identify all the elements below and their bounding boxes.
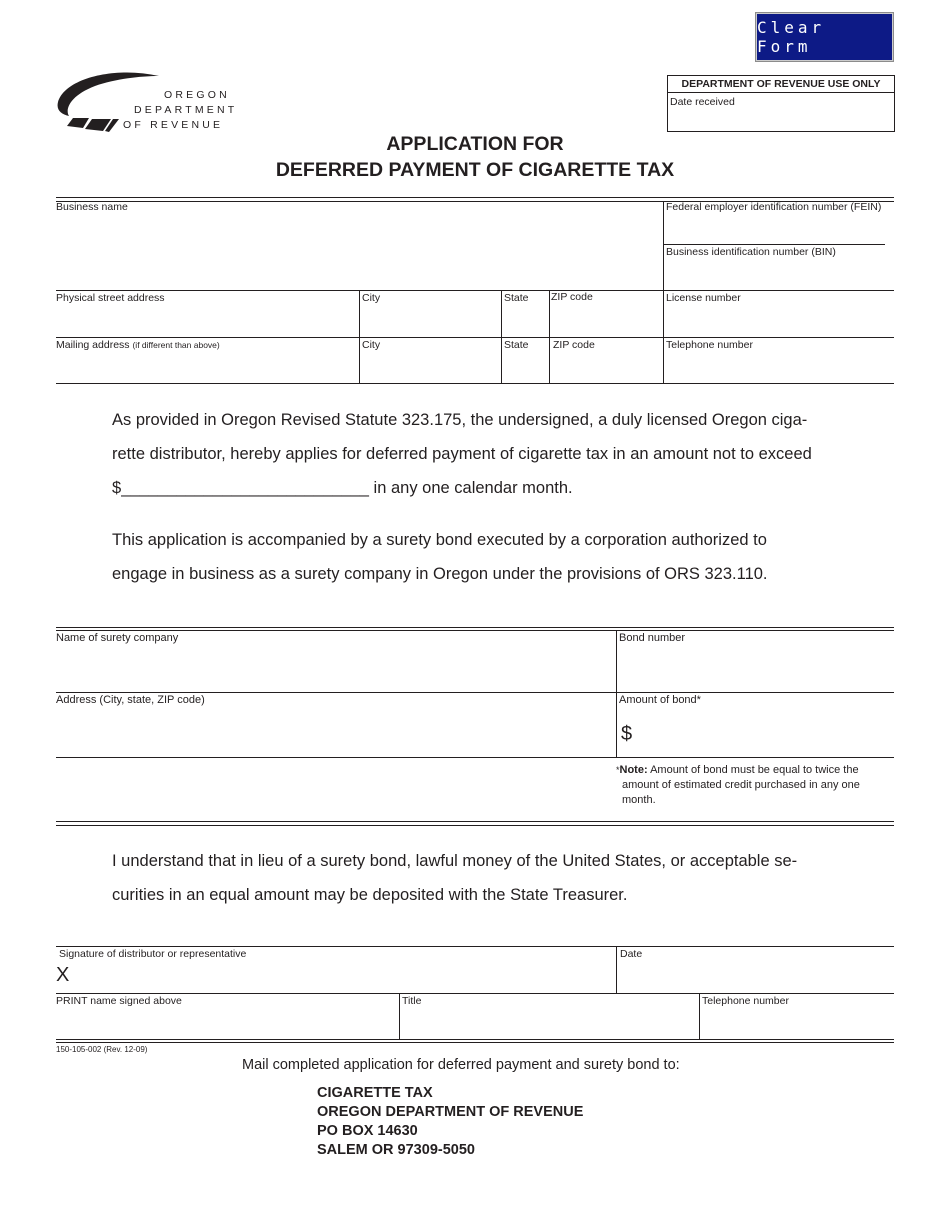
bond-note (616, 763, 896, 808)
fein-label: Federal employer identification number (FEIN) (666, 201, 882, 213)
note-line1: Amount of bond must be equal to twice the (647, 764, 859, 776)
bin-label: Business identification number (BIN) (666, 246, 836, 258)
license-number-input[interactable] (666, 307, 894, 337)
logo-text-oregon: OREGON (164, 89, 230, 101)
lieu-of-bond-paragraph (112, 844, 852, 912)
logo-text-department: DEPARTMENT (134, 104, 238, 116)
statute-line1: As provided in Oregon Revised Statute 323.175, the undersigned, a duly licensed Oregon ciga- (112, 411, 808, 429)
city-input-2[interactable] (362, 354, 502, 384)
dor-use-only-header: DEPARTMENT OF REVENUE USE ONLY (668, 76, 894, 93)
title-input[interactable] (402, 1010, 698, 1038)
dollar-sign: $ (112, 479, 122, 497)
statute-line3 (112, 471, 852, 505)
surety-company-label: Name of surety company (56, 632, 179, 644)
date-input[interactable] (620, 964, 892, 992)
bond-number-input[interactable] (619, 648, 893, 690)
date-received-input[interactable] (670, 106, 892, 128)
physical-address-input[interactable] (56, 307, 360, 337)
bond-number-label: Bond number (619, 632, 686, 644)
deferred-amount-input[interactable] (124, 477, 380, 499)
form-title-line2: DEFERRED PAYMENT OF CIGARETTE TAX (275, 159, 675, 181)
amount-blank: ___________________________ (121, 479, 369, 497)
logo-text-revenue: OF REVENUE (123, 119, 224, 131)
mail-address-line3: PO BOX 14630 (317, 1123, 418, 1139)
surety-line1: This application is accompanied by a surety bond executed by a corporation authorized to (112, 531, 767, 549)
fein-input[interactable] (666, 216, 888, 242)
print-name-input[interactable] (56, 1010, 398, 1038)
note-bold: Note: (619, 764, 648, 776)
zip-label-2: ZIP code (553, 339, 595, 351)
signature-label: Signature of distributor or representative (59, 948, 247, 960)
title-label: Title (402, 995, 422, 1007)
mailing-address-note: (if different than above) (132, 340, 220, 350)
mailing-address-text: Mailing address (56, 339, 130, 351)
mail-address-line1: CIGARETTE TAX (317, 1085, 433, 1101)
city-label-1: City (362, 292, 381, 304)
note-line3: month. (622, 794, 656, 806)
license-number-label: License number (666, 292, 741, 304)
statute-line2: rette distributor, hereby applies for deferred payment of cigarette tax in an amount not to exceed (112, 445, 812, 463)
mailing-address-input[interactable] (56, 354, 360, 384)
mailing-address-label (56, 339, 220, 351)
bond-amount-label: Amount of bond* (619, 694, 701, 706)
zip-input-2[interactable] (552, 354, 664, 384)
date-label: Date (620, 948, 643, 960)
telephone-label-1: Telephone number (666, 339, 753, 351)
state-label-1: State (504, 292, 529, 304)
state-label-2: State (504, 339, 529, 351)
state-input-1[interactable] (504, 307, 550, 337)
bond-amount-input[interactable] (638, 724, 892, 752)
dor-use-only-box (667, 75, 895, 132)
signature-x-mark: X (56, 964, 70, 986)
print-name-label: PRINT name signed above (56, 995, 182, 1007)
state-input-2[interactable] (504, 354, 550, 384)
signature-input[interactable] (74, 966, 614, 992)
telephone-input-2[interactable] (702, 1010, 894, 1038)
telephone-label-2: Telephone number (702, 995, 789, 1007)
note-asterisk: * (616, 765, 620, 775)
date-received-label: Date received (670, 96, 735, 108)
surety-company-input[interactable] (56, 648, 616, 690)
surety-bond-paragraph (112, 523, 852, 591)
physical-address-label: Physical street address (56, 292, 165, 304)
note-line2: amount of estimated credit purchased in any one (622, 779, 860, 791)
business-name-label: Business name (56, 201, 128, 213)
clear-form-button[interactable]: Clear Form (756, 13, 893, 61)
bond-amount-dollar: $ (621, 723, 633, 745)
mail-address-line4: SALEM OR 97309-5050 (317, 1142, 475, 1158)
lieu-line1: I understand that in lieu of a surety bond, lawful money of the United States, or acceptable se- (112, 852, 798, 870)
lieu-line2: curities in an equal amount may be deposited with the State Treasurer. (112, 886, 628, 904)
city-input-1[interactable] (362, 307, 502, 337)
form-title-line1: APPLICATION FOR (386, 133, 564, 155)
bin-input[interactable] (666, 261, 894, 289)
statute-paragraph (112, 403, 852, 505)
city-label-2: City (362, 339, 381, 351)
zip-input-1[interactable] (552, 307, 664, 337)
statute-line3-suffix: in any one calendar month. (368, 479, 573, 497)
surety-address-input[interactable] (56, 710, 616, 754)
zip-label-1: ZIP code (551, 291, 593, 303)
mail-instruction: Mail completed application for deferred payment and surety bond to: (242, 1057, 680, 1073)
business-name-input[interactable] (56, 216, 664, 288)
surety-line2: engage in business as a surety company in Oregon under the provisions of ORS 323.110. (112, 565, 768, 583)
telephone-input-1[interactable] (666, 354, 894, 384)
form-number: 150-105-002 (Rev. 12-09) (56, 1045, 148, 1054)
mail-address-line2: OREGON DEPARTMENT OF REVENUE (317, 1104, 584, 1120)
oregon-dor-logo (55, 72, 238, 138)
surety-address-label: Address (City, state, ZIP code) (56, 694, 205, 706)
